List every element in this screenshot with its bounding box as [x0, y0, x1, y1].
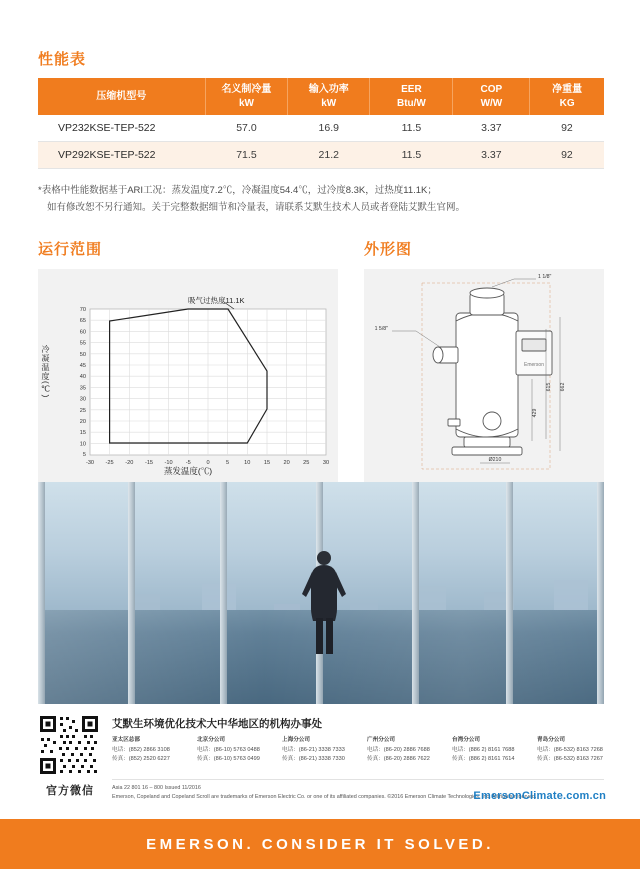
svg-text:0: 0 [206, 460, 210, 466]
outline-drawing [364, 269, 604, 483]
col-capacity: 名义制冷量 kW [205, 78, 287, 115]
operating-range-section [38, 238, 338, 483]
chart-annotation: 吸气过热度11.1K [188, 296, 245, 305]
svg-text:30: 30 [79, 396, 86, 403]
person-silhouette [302, 548, 346, 656]
window-mullion [597, 482, 604, 704]
cell-eer: 11.5 [370, 142, 453, 169]
offices-list [112, 736, 612, 765]
cell-model: VP292KSE-TEP-522 [38, 142, 205, 169]
svg-text:5: 5 [226, 460, 230, 466]
office-entry: 台湾分公司 电话：(886 2) 8161 7688 传真：(886 2) 8161 7614 [452, 737, 515, 763]
footnote [38, 183, 604, 216]
svg-text:-15: -15 [144, 460, 154, 466]
legal-line-2: Emerson, Copeland and Copeland Scroll are trademarks of Emerson Electric Co. or one of its affiliated companies. ©2016 Emerson Climate Technologies, Inc. All rights reserved. [112, 794, 537, 801]
office-entry: 北京分公司 电话：(86-10) 5763 0488 传真：(86-10) 5763 0499 [197, 737, 260, 763]
cell-eer: 11.5 [370, 115, 453, 142]
website-link[interactable]: EmersonClimate.com.cn [473, 790, 606, 802]
svg-text:40: 40 [79, 374, 86, 381]
svg-text:-5: -5 [185, 460, 191, 466]
performance-section [38, 48, 604, 169]
cell-power: 16.9 [288, 115, 370, 142]
label-diameter: Ø210 [488, 457, 502, 463]
col-cop: COP W/W [453, 78, 530, 115]
svg-text:10: 10 [79, 441, 86, 448]
outline-svg [364, 269, 604, 483]
offices-heading: 艾默生环境优化技术大中华地区的机构办事处 [112, 718, 322, 730]
svg-text:15: 15 [79, 430, 86, 437]
svg-text:-10: -10 [164, 460, 173, 466]
outline-title: 外形图 [364, 241, 413, 258]
window-mullion [128, 482, 135, 704]
svg-text:-25: -25 [105, 460, 114, 466]
footnote-line-2: 如有修改恕不另行通知。关于完整数据细节和冷量表，请联系艾默生技术人员或者登陆艾默生官网。 [47, 201, 466, 213]
cell-power: 21.2 [288, 142, 370, 169]
svg-text:5: 5 [82, 452, 86, 458]
cell-weight: 92 [530, 115, 604, 142]
label-discharge: 1 1/8" [538, 274, 552, 280]
svg-text:30: 30 [322, 460, 330, 466]
svg-text:-30: -30 [85, 460, 95, 466]
cell-cop: 3.37 [453, 142, 530, 169]
table-row [38, 115, 604, 142]
chart-x-axis-label: 蒸发温度(℃) [163, 466, 213, 476]
performance-table [38, 78, 604, 169]
col-power: 输入功率 kW [288, 78, 370, 115]
footnote-line-1: *表格中性能数据基于ARI工况：蒸发温度7.2℃，冷凝温度54.4℃，过冷度8.3K，过热度11.1K； [38, 185, 437, 196]
brand-tagline: EMERSON. CONSIDER IT SOLVED. [146, 835, 494, 853]
office-entry: 亚太区总部 电话：(852) 2866 3108 传真：(852) 2520 6227 [112, 737, 170, 763]
col-model: 压缩机型号 [38, 78, 205, 115]
cell-model: VP232KSE-TEP-522 [38, 115, 205, 142]
svg-text:25: 25 [303, 460, 310, 466]
svg-text:15: 15 [263, 460, 271, 466]
performance-title: 性能表 [38, 51, 87, 68]
table-header-row [38, 78, 604, 115]
operating-range-title: 运行范围 [38, 241, 103, 258]
hero-photo [38, 482, 604, 704]
svg-text:70: 70 [79, 307, 86, 313]
svg-text:25: 25 [79, 407, 86, 414]
svg-text:Emerson: Emerson [523, 362, 545, 368]
svg-text:20: 20 [283, 460, 290, 466]
footer-divider [112, 779, 604, 780]
window-mullion [412, 482, 419, 704]
svg-text:35: 35 [79, 385, 86, 392]
col-weight: 净重量 KG [530, 78, 604, 115]
cell-capacity: 57.0 [205, 115, 287, 142]
svg-text:-20: -20 [125, 460, 134, 466]
office-entry: 广州分公司 电话：(86-20) 2886 7688 传真：(86-20) 2886 7622 [367, 737, 430, 763]
brand-banner [0, 819, 640, 869]
label-662: 662 [560, 382, 566, 392]
table-row [38, 142, 604, 169]
legal-line-1: Asia 22 801 16 – 800 Issued 11/2016 [112, 785, 201, 791]
window-mullion [38, 482, 45, 704]
label-429: 429 [532, 408, 538, 418]
cell-weight: 92 [530, 142, 604, 169]
cell-capacity: 71.5 [205, 142, 287, 169]
label-suction: 1 5/8" [374, 326, 388, 332]
window-mullion [506, 482, 513, 704]
svg-text:50: 50 [79, 351, 86, 358]
svg-text:20: 20 [79, 419, 86, 425]
office-entry: 上海分公司 电话：(86-21) 3338 7333 传真：(86-21) 3338 7330 [282, 737, 345, 763]
cell-cop: 3.37 [453, 115, 530, 142]
svg-text:60: 60 [79, 329, 86, 336]
footer [0, 704, 640, 819]
chart-y-axis-label: 冷凝温度(℃) [41, 345, 50, 399]
operating-range-chart [38, 269, 338, 483]
window-mullion [220, 482, 227, 704]
svg-text:45: 45 [79, 363, 86, 369]
office-entry: 青岛分公司 电话：(86-532) 8163 7268 传真：(86-532) 8163 7267 [537, 737, 603, 763]
label-615: 615 [546, 382, 552, 392]
col-eer: EER Btu/W [370, 78, 453, 115]
svg-text:10: 10 [244, 460, 251, 466]
outline-section [364, 238, 604, 483]
svg-text:65: 65 [79, 318, 86, 325]
svg-text:55: 55 [79, 340, 86, 347]
wechat-qr-code [38, 714, 100, 776]
wechat-label: 官方微信 [46, 785, 94, 797]
